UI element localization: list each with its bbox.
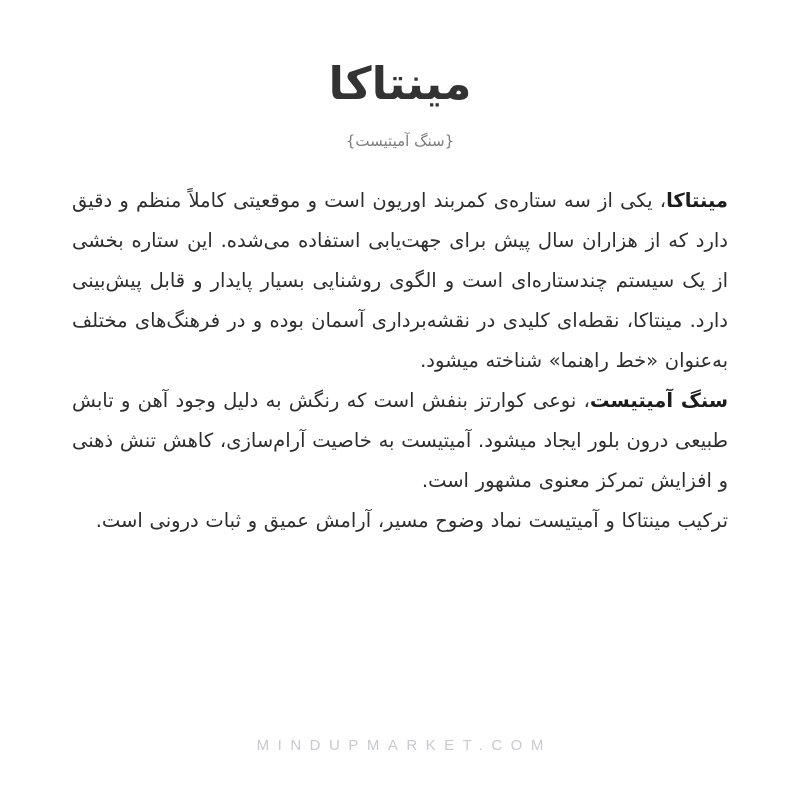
paragraph-text-amethyst: ، نوعی کوارتز بنفش است که رنگش به دلیل وجود آهن و تابش طبیعی درون بلور ایجاد میشود. آمیتیست به خاصیت آرام‌سازی، کاهش تنش ذهنی و افزایش تمرکز معنوی مشهور است. <box>72 389 728 493</box>
paragraph-amethyst <box>72 381 728 501</box>
paragraph-lead-mintaka: مینتاکا <box>666 189 728 213</box>
paragraph-combination <box>72 501 728 541</box>
paragraph-text-mintaka: ، یکی از سه ستاره‌ی کمربند اوریون است و موقعیتی کاملاً منظم و دقیق دارد که از هزاران سال پیش برای جهت‌یابی استفاده می‌شده. این ستاره بخشی از یک سیستم چندستاره‌ای است و الگوی روشنایی بسیار پایدار و قابل پیش‌بینی دارد. مینتاکا، نقطه‌ای کلیدی در نقشه‌برداری آسمان بوده و در فرهنگ‌های مختلف به‌عنوان «خط راهنما» شناخته میشود. <box>72 189 728 373</box>
page-title: مینتاکا <box>328 57 472 110</box>
paragraph-mintaka <box>72 181 728 381</box>
document-footer <box>0 690 800 800</box>
document-body <box>72 151 728 541</box>
paragraph-text-combination: ترکیب مینتاکا و آمیتیست نماد وضوح مسیر، آرامش عمیق و ثبات درونی است. <box>95 509 728 533</box>
site-watermark: MINDUPMARKET.COM <box>256 736 552 754</box>
document-header <box>0 0 800 151</box>
paragraph-lead-amethyst: سنگ آمیتیست <box>589 389 728 413</box>
page-subtitle: {سنگ آمیتیست} <box>345 131 455 150</box>
